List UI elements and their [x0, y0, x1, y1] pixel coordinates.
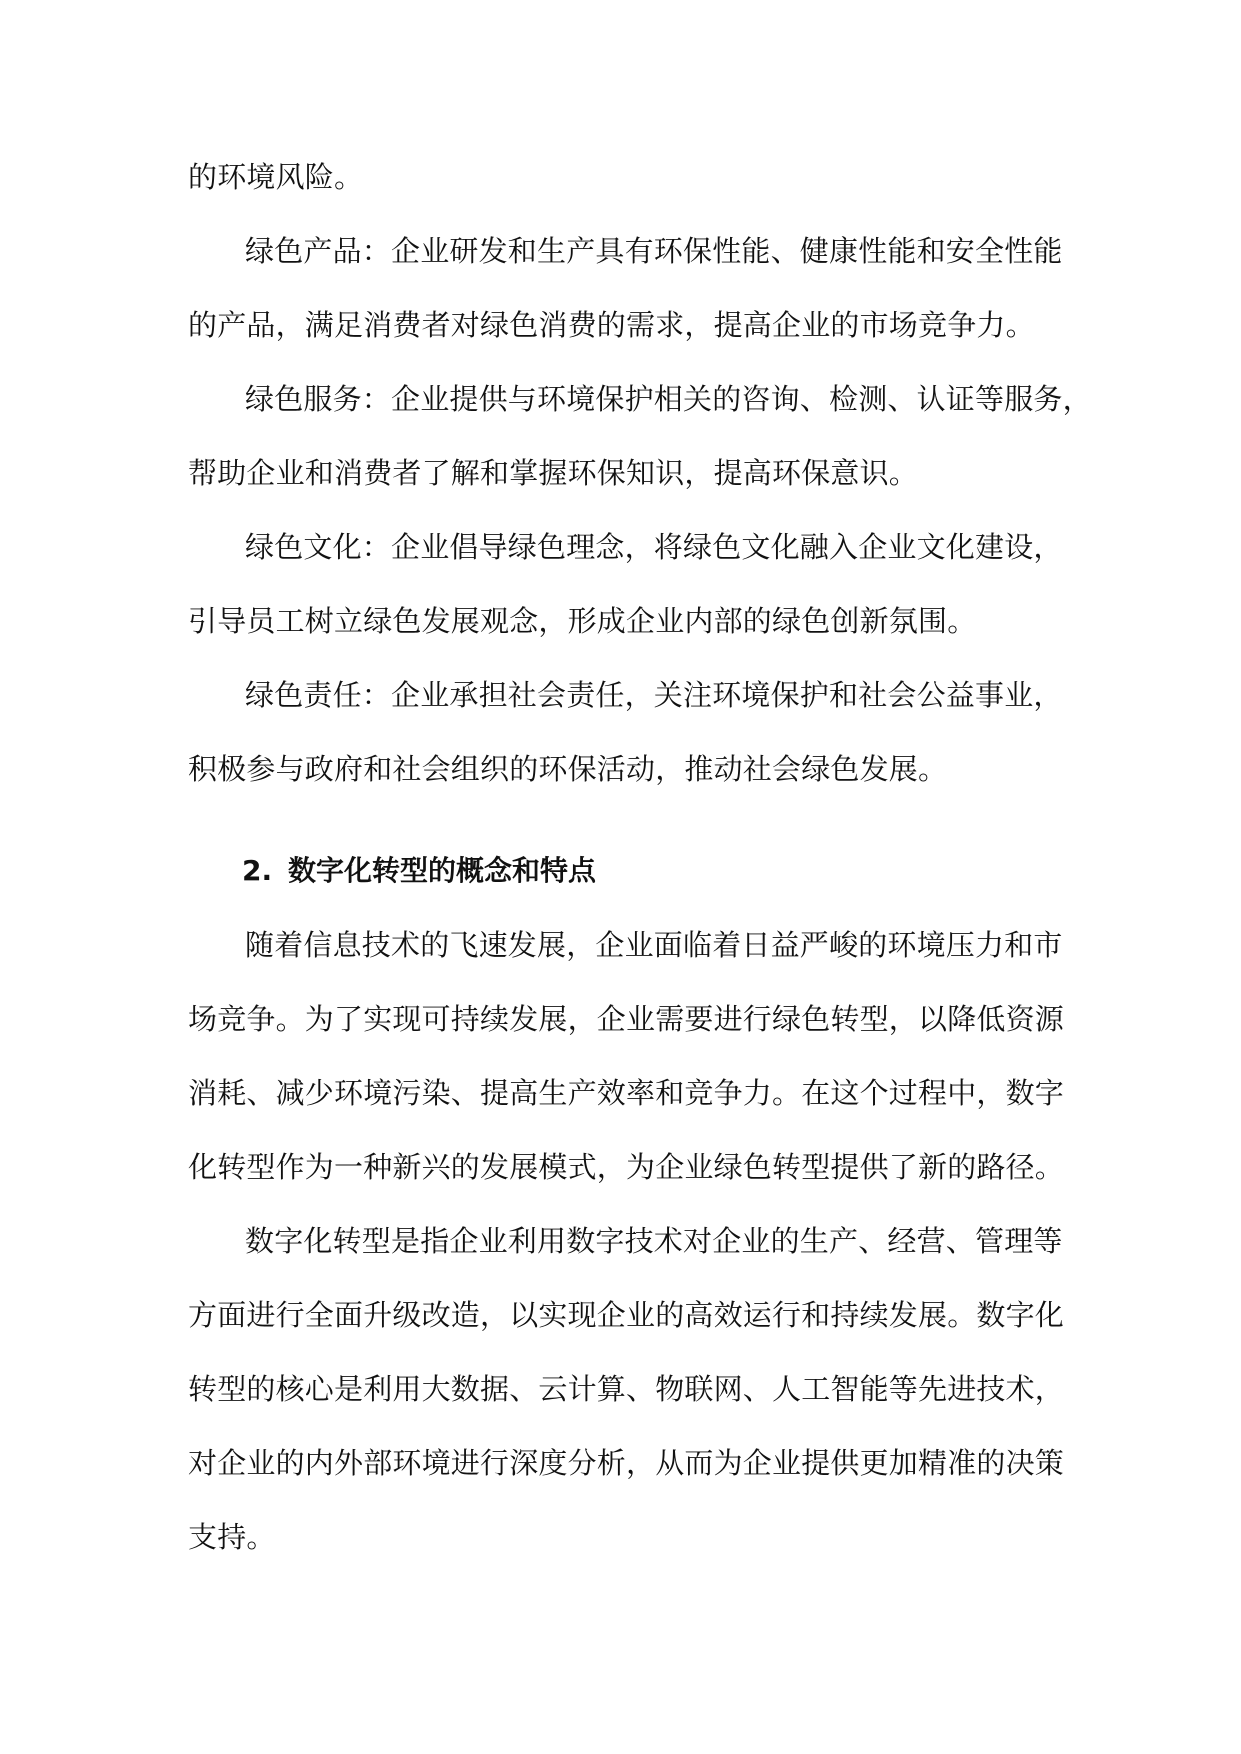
body-line: 帮助企业和消费者了解和掌握环保知识，提高环保意识。 — [188, 456, 919, 490]
body-line: 绿色责任：企业承担社会责任，关注环境保护和社会公益事业， — [245, 678, 1063, 712]
body-line: 积极参与政府和社会组织的环保活动，推动社会绿色发展。 — [188, 752, 948, 786]
body-line: 的环境风险。 — [188, 160, 364, 194]
section-number: 2. — [242, 854, 273, 887]
body-line: 消耗、减少环境污染、提高生产效率和竞争力。在这个过程中，数字 — [188, 1076, 1065, 1110]
body-line: 场竞争。为了实现可持续发展，企业需要进行绿色转型，以降低资源 — [188, 1002, 1065, 1036]
body-line: 支持。 — [188, 1520, 276, 1554]
section-heading — [188, 834, 1054, 908]
body-line: 转型的核心是利用大数据、云计算、物联网、人工智能等先进技术， — [188, 1372, 1065, 1406]
body-line: 方面进行全面升级改造，以实现企业的高效运行和持续发展。数字化 — [188, 1298, 1065, 1332]
body-line: 绿色服务：企业提供与环境保护相关的咨询、检测、认证等服务， — [245, 382, 1092, 416]
section-spacer — [188, 806, 1054, 834]
section-title: 数字化转型的概念和特点 — [288, 854, 597, 887]
body-line: 数字化转型是指企业利用数字技术对企业的生产、经营、管理等 — [245, 1224, 1063, 1258]
body-line: 的产品，满足消费者对绿色消费的需求，提高企业的市场竞争力。 — [188, 308, 1035, 342]
body-line: 绿色文化：企业倡导绿色理念，将绿色文化融入企业文化建设， — [245, 530, 1063, 564]
body-line: 引导员工树立绿色发展观念，形成企业内部的绿色创新氛围。 — [188, 604, 977, 638]
body-line: 化转型作为一种新兴的发展模式，为企业绿色转型提供了新的路径。 — [188, 1150, 1065, 1184]
body-line: 随着信息技术的飞速发展，企业面临着日益严峻的环境压力和市 — [245, 928, 1063, 962]
document-body — [188, 140, 1092, 1574]
body-line: 对企业的内外部环境进行深度分析，从而为企业提供更加精准的决策 — [188, 1446, 1065, 1480]
body-line: 绿色产品：企业研发和生产具有环保性能、健康性能和安全性能 — [245, 234, 1063, 268]
